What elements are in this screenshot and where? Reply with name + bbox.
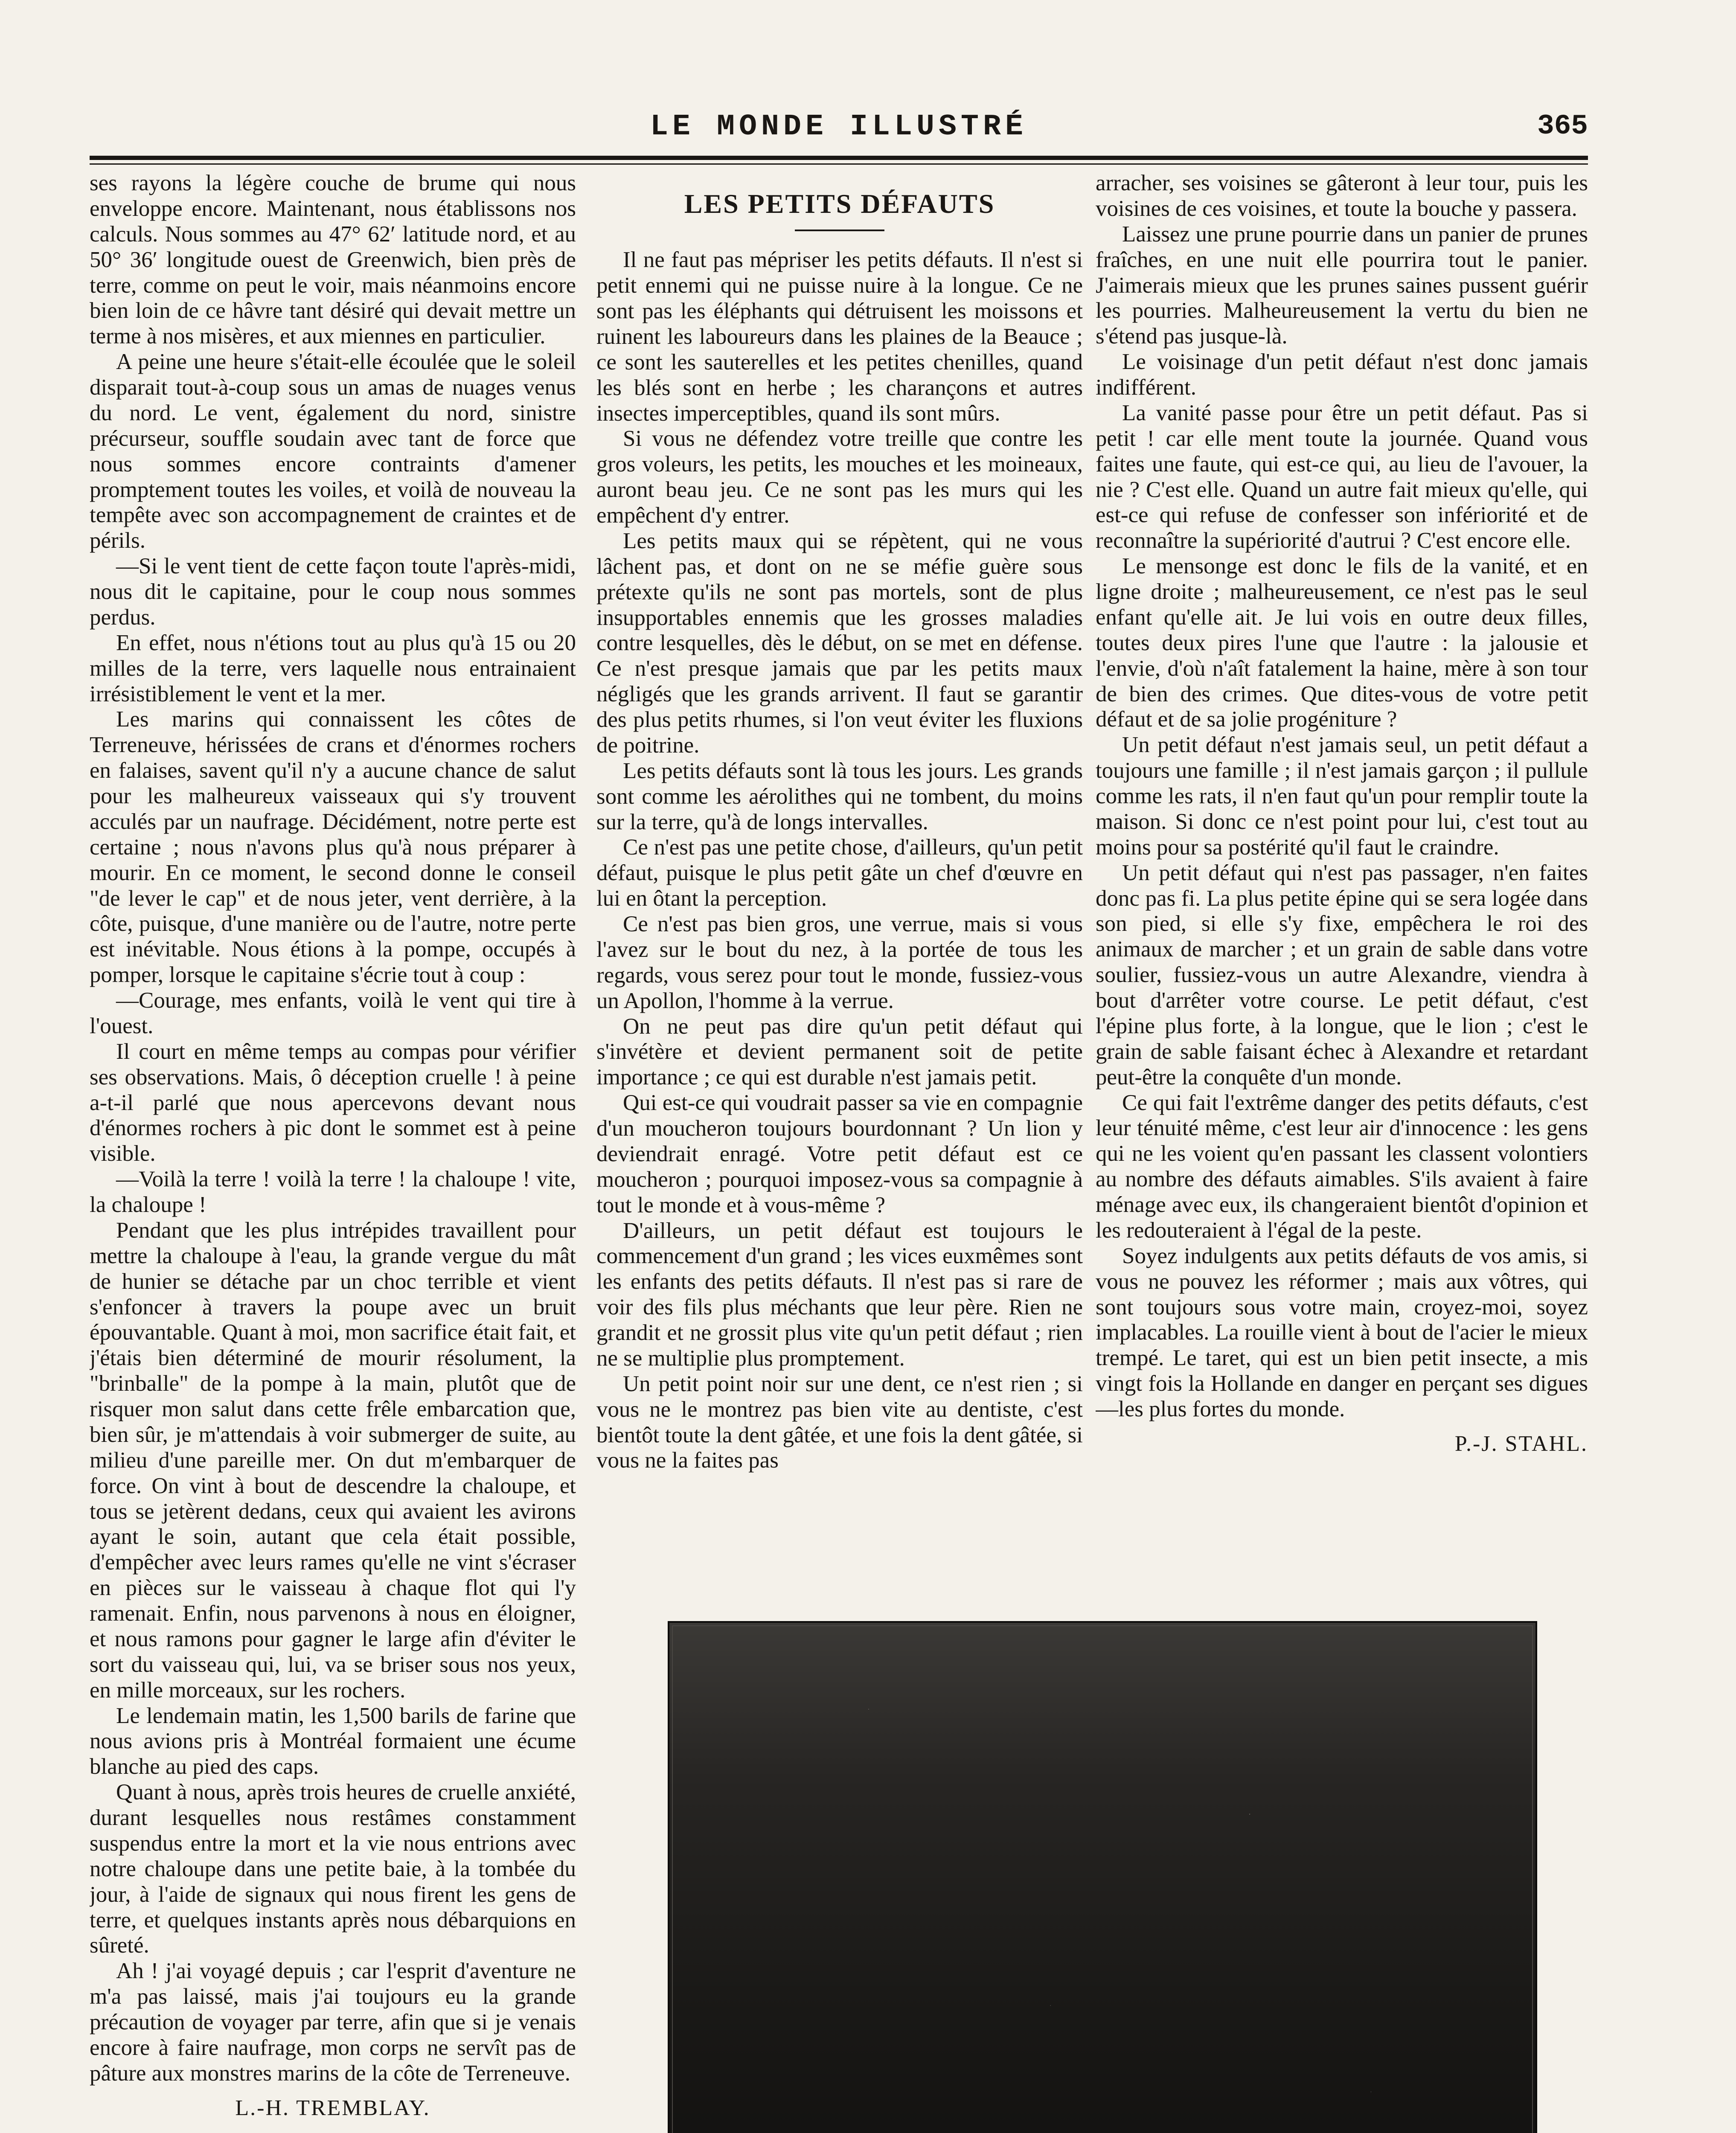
paragraph: En effet, nous n'étions tout au plus qu'à 15 ou 20 milles de la terre, vers laquelle nous entrainaient irrésistiblement le vent et la mer.	[90, 630, 576, 706]
paragraph: Il ne faut pas mépriser les petits défauts. Il n'est si petit ennemi qui ne puisse nuire à la longue. Ce ne sont pas les éléphants qui détruisent les moissons et ruinent les laboureurs dans les plaines de la Beauce ; ce sont les sauterelles et les petites chenilles, quand les blés sont en herbe ; les charançons et autres insectes imperceptibles, quand ils sont mûrs.	[596, 247, 1083, 426]
paragraph: Il court en même temps au compas pour vérifier ses observations. Mais, ô déception cruelle ! à peine a-t-il parlé que nous apercevons devant nous d'énormes rochers à pic dont le sommet est à peine visible.	[90, 1039, 576, 1166]
paragraph: —Courage, mes enfants, voilà le vent qui tire à l'ouest.	[90, 988, 576, 1038]
title-rule	[795, 230, 884, 231]
paragraph: La vanité passe pour être un petit défaut. Pas si petit ! car elle ment toute la journée. Quand vous faites une faute, qui est-ce qui, au lieu de l'avouer, la nie ? C'est elle. Quand un autre fait mieux qu'elle, qui est-ce qui refuse de confesser son infériorité et de reconnaître la supériorité d'autrui ? C'est encore elle.	[1096, 400, 1588, 553]
paragraph: Laissez une prune pourrie dans un panier de prunes fraîches, en une nuit elle pourrira tout le panier. J'aimerais mieux que les prunes saines pussent guérir les pourries. Malheureusement la vertu du bien ne s'étend pas jusque-là.	[1096, 221, 1588, 349]
church-painting-illustration	[668, 1621, 1537, 2133]
paragraph: Ah ! j'ai voyagé depuis ; car l'esprit d'aventure ne m'a pas laissé, mais j'ai toujours eu la grande précaution de voyager par terre, afin que si je venais encore à faire naufrage, mon corps ne servît pas de pâture aux monstres marins de la côte de Terreneuve.	[90, 1959, 576, 2086]
header-rule-thin	[90, 163, 1588, 165]
header-rule-thick	[90, 156, 1588, 160]
author-signature: P.-J. STAHL.	[1454, 1431, 1588, 1456]
paragraph: Un petit point noir sur une dent, ce n'est rien ; si vous ne le montrez pas bien vite au dentiste, c'est bientôt toute la dent gâtée, et une fois la dent gâtée, si vous ne la faites pas	[596, 1371, 1083, 1473]
paragraph: Ce qui fait l'extrême danger des petits défauts, c'est leur ténuité même, c'est leur air d'innocence : les gens qui ne les voient qu'en passant les classent volontiers au nombre des défauts aimables. S'ils avaient à faire ménage avec eux, ils changeraient bientôt d'opinion et les redouteraient à l'égal de la peste.	[1096, 1090, 1588, 1243]
paragraph: ses rayons la légère couche de brume qui nous enveloppe encore. Maintenant, nous établissons nos calculs. Nous sommes au 47° 62′ latitude nord, et au 50° 36′ longitude ouest de Greenwich, bien près de terre, comme on peut le voir, mais néanmoins encore bien loin de ce hâvre tant désiré qui devait mettre un terme à nos misères, et aux miennes en particulier.	[90, 171, 576, 349]
article-title: LES PETITS DÉFAUTS	[684, 189, 995, 219]
page-header	[90, 110, 1588, 151]
paragraph: Les petits maux qui se répètent, qui ne vous lâchent pas, et dont on ne se méfie guère sous prétexte qu'ils ne sont pas mortels, sont de plus insupportables ennemis que les grosses maladies contre lesquelles, dès le début, on se met en défense. Ce n'est presque jamais que par les petits maux négligés que les grands arrivent. Il faut se garantir des plus petits rhumes, si l'on veut éviter les fluxions de poitrine.	[596, 528, 1083, 758]
paragraph: Pendant que les plus intrépides travaillent pour mettre la chaloupe à l'eau, la grande vergue du mât de hunier se détache par un choc terrible et vient s'enfoncer à travers la poupe avec un bruit épouvantable. Quant à moi, mon sacrifice était fait, et j'étais bien déterminé de mourir résolument, la "brinballe" de la pompe à la main, plutôt que de risquer mon salut dans cette frêle embarcation que, bien sûr, je m'attendais à voir submerger de suite, au milieu d'une pareille mer. On dut m'embarquer de force. On vint à bout de descendre la chaloupe, et tous se jetèrent dedans, ceux qui avaient les avirons ayant le soin, autant que cela était possible, d'empêcher avec leurs rames qu'elle ne vint s'écraser en pièces sur le vaisseau à chaque flot qui l'y ramenait. Enfin, nous parvenons à nous en éloigner, et nous ramons pour gagner le large afin d'éviter le sort du vaisseau qui, lui, va se briser sous nos yeux, en mille morceaux, sur les rochers.	[90, 1218, 576, 1703]
paragraph: Un petit défaut n'est jamais seul, un petit défaut a toujours une famille ; il n'est jamais garçon ; il pullule comme les rats, il n'en faut qu'un pour remplir toute la maison. Si donc ce n'est point pour lui, c'est tout au moins pour sa postérité qu'il faut le craindre.	[1096, 732, 1588, 860]
paragraph: arracher, ses voisines se gâteront à leur tour, puis les voisines de ces voisines, et toute la bouche y passera.	[1096, 171, 1588, 221]
running-title: LE MONDE ILLUSTRÉ	[650, 110, 1028, 144]
paragraph: Qui est-ce qui voudrait passer sa vie en compagnie d'un moucheron toujours bourdonnant ? Un lion y deviendrait enragé. Votre petit défaut est ce moucheron ; pourquoi imposez-vous sa compagnie à tout le monde et à vous-même ?	[596, 1090, 1083, 1218]
author-signature: L.-H. TREMBLAY.	[235, 2095, 430, 2120]
paragraph: Si vous ne défendez votre treille que contre les gros voleurs, les petits, les mouches et les moineaux, auront beau jeu. Ce ne sont pas les murs qui les empêchent d'y entrer.	[596, 426, 1083, 528]
paragraph: Les petits défauts sont là tous les jours. Les grands sont comme les aérolithes qui ne tombent, du moins sur la terre, qu'à de longs intervalles.	[596, 758, 1083, 834]
paragraph: Quant à nous, après trois heures de cruelle anxiété, durant lesquelles nous restâmes constamment suspendus entre la mort et la vie nous entrions avec notre chaloupe dans une petite baie, à la tombée du jour, à l'aide de signaux qui nous firent les gens de terre, et quelques instants après nous débarquions en sûreté.	[90, 1780, 576, 1958]
column-1-shipwreck-story	[90, 171, 576, 2133]
paragraph: Ce n'est pas bien gros, une verrue, mais si vous l'avez sur le bout du nez, à la portée de tous les regards, vous serez pour tout le monde, fussiez-vous un Apollon, l'homme à la verrue.	[596, 912, 1083, 1013]
paragraph: Les marins qui connaissent les côtes de Terreneuve, hérissées de crans et d'énormes rochers en falaises, savent qu'il n'y a aucune chance de salut pour les malheureux vaisseaux qui s'y trouvent acculés par un naufrage. Décidément, notre perte est certaine ; nous n'avons plus qu'à nous préparer à mourir. En ce moment, le second donne le conseil "de lever le cap" et de nous jeter, vent derrière, à la côte, puisque, d'une manière ou de l'autre, notre perte est inévitable. Nous étions à la pompe, occupés à pomper, lorsque le capitaine s'écrie tout à coup :	[90, 707, 576, 988]
paragraph: On ne peut pas dire qu'un petit défaut qui s'invétère et devient permanent soit de petite importance ; ce qui est durable n'est jamais petit.	[596, 1014, 1083, 1090]
paragraph: A peine une heure s'était-elle écoulée que le soleil disparait tout-à-coup sous un amas de nuages venus du nord. Le vent, également du nord, sinistre précurseur, souffle soudain avec tant de force que nous sommes encore contraints d'amener promptement toutes les voiles, et voilà de nouveau la tempête avec son accompagnement de craintes et de périls.	[90, 349, 576, 553]
column-3-petits-defauts-continued	[1096, 171, 1588, 1775]
page-number: 365	[1537, 110, 1588, 142]
paragraph: —Si le vent tient de cette façon toute l'après-midi, nous dit le capitaine, pour le coup nous sommes perdus.	[90, 554, 576, 630]
paragraph: —Voilà la terre ! voilà la terre ! la chaloupe ! vite, la chaloupe !	[90, 1167, 576, 1217]
paragraph: Le lendemain matin, les 1,500 barils de farine que nous avions pris à Montréal formaient une écume blanche au pied des caps.	[90, 1703, 576, 1779]
illustration-frame	[672, 1625, 1533, 2133]
paragraph: D'ailleurs, un petit défaut est toujours le commencement d'un grand ; les vices euxmêmes sont les enfants des petits défauts. Il n'est pas si rare de voir des fils plus méchants que leur père. Rien ne grandit et ne grossit plus vite qu'un petit défaut ; rien ne se multiplie plus promptement.	[596, 1218, 1083, 1371]
paragraph: Le mensonge est donc le fils de la vanité, et en ligne droite ; malheureusement, ce n'est pas le seul enfant qu'elle ait. Je lui vois en outre deux filles, toutes deux pires l'une que l'autre : la jalousie et l'envie, d'où n'aît fatalement la haine, mère à son tour de bien des crimes. Que dites-vous de votre petit défaut et de sa jolie progéniture ?	[1096, 554, 1588, 732]
paragraph: Soyez indulgents aux petits défauts de vos amis, si vous ne pouvez les réformer ; mais aux vôtres, qui sont toujours sous votre main, croyez-moi, soyez implacables. La rouille vient à bout de l'acier le mieux trempé. Le taret, qui est un bien petit insecte, a mis vingt fois la Hollande en danger en perçant ses digues—les plus fortes du monde.	[1096, 1243, 1588, 1421]
paragraph: Ce n'est pas une petite chose, d'ailleurs, qu'un petit défaut, puisque le plus petit gâte un chef d'œuvre en lui en ôtant la perception.	[596, 835, 1083, 911]
column-2-petits-defauts	[596, 171, 1083, 1817]
paragraph: Le voisinage d'un petit défaut n'est donc jamais indifférent.	[1096, 349, 1588, 400]
paragraph: Un petit défaut qui n'est pas passager, n'en faites donc pas fi. La plus petite épine qui se sera logée dans son pied, si elle s'y fixe, empêchera le roi des animaux de marcher ; et un grain de sable dans votre soulier, fussiez-vous un autre Alexandre, viendra à bout d'arrêter votre course. Le petit défaut, c'est l'épine plus forte, à la longue, que le lion ; c'est le grain de sable faisant échec à Alexandre et retardant peut-être la conquête d'un monde.	[1096, 860, 1588, 1090]
